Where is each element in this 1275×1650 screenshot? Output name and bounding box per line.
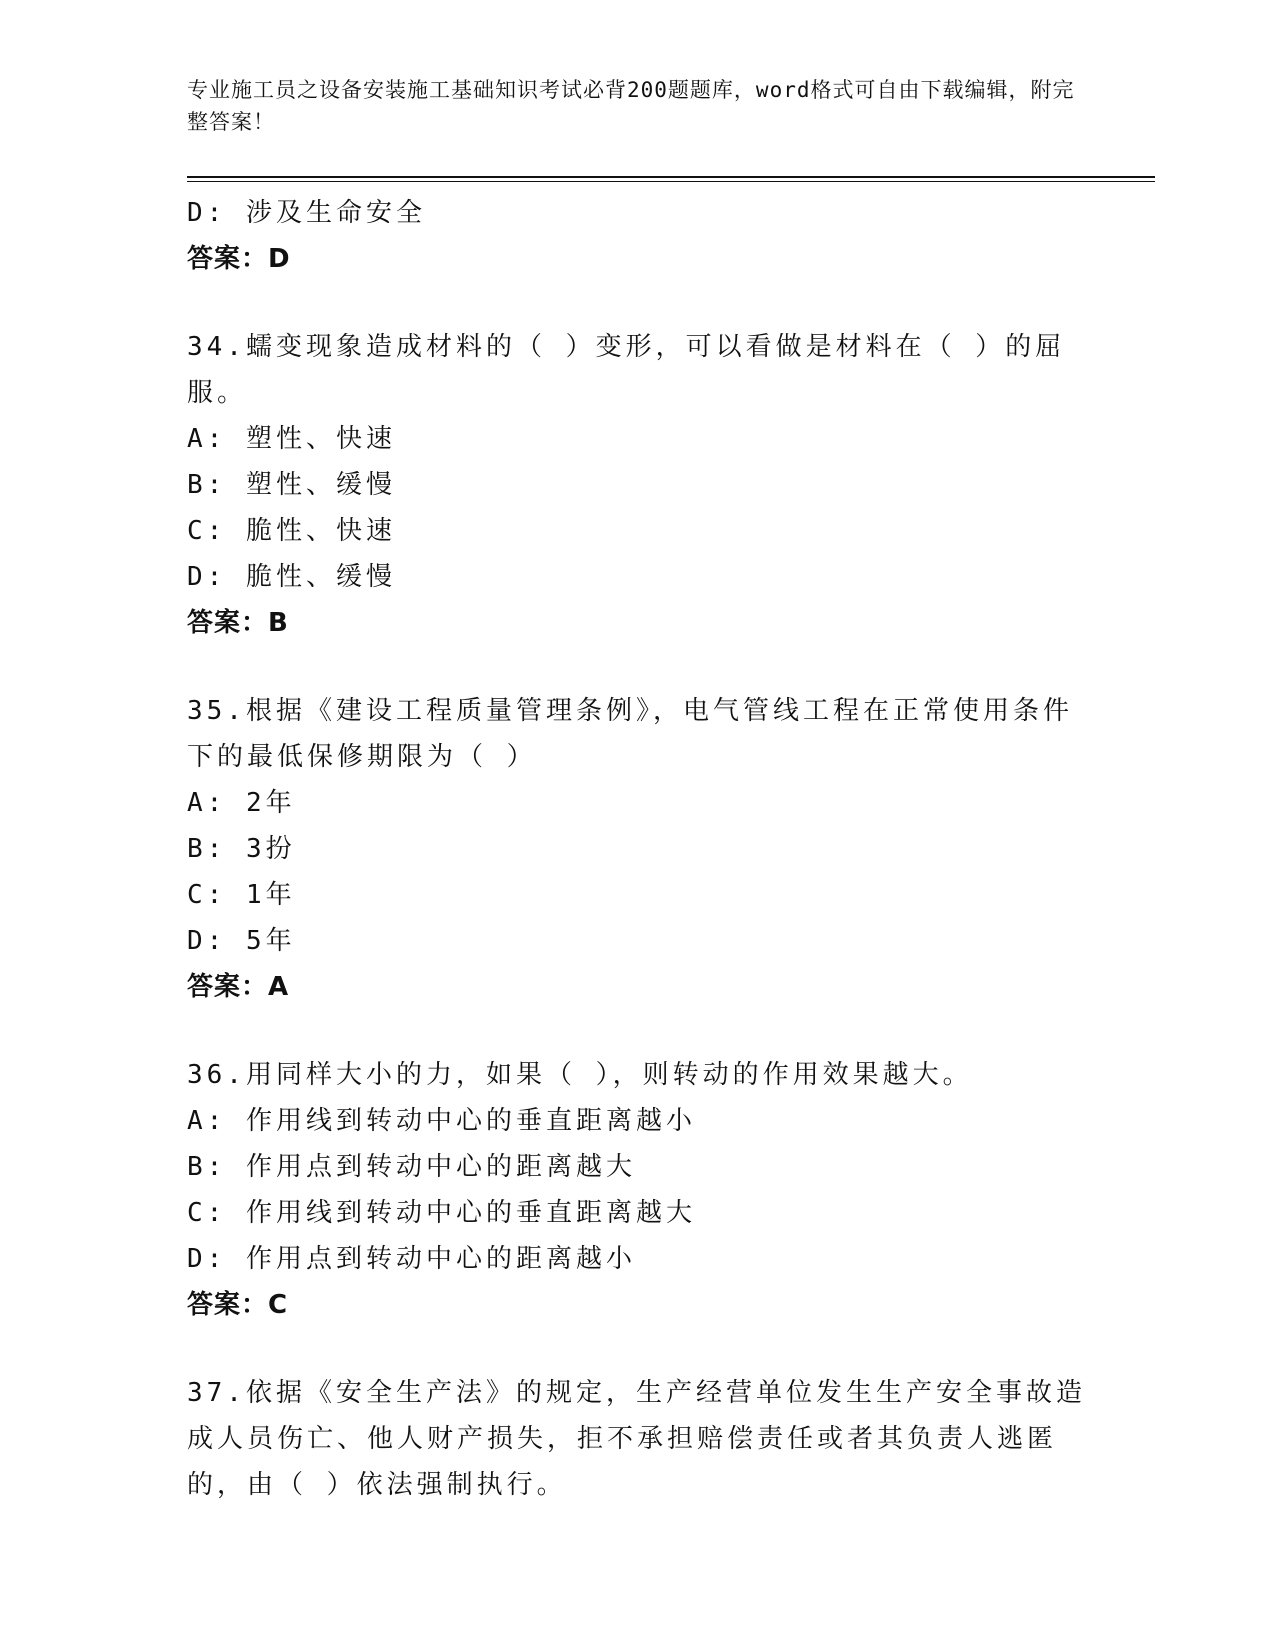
header-rule-thin xyxy=(187,181,1155,182)
option-c: C: 1年 xyxy=(187,880,296,910)
answer: 答案：D xyxy=(187,244,291,274)
previous-question-tail xyxy=(187,190,1087,282)
option-a: A: 2年 xyxy=(187,788,296,818)
question-text: 35.根据《建设工程质量管理条例》，电气管线工程在正常使用条件下的最低保修期限为（ ） xyxy=(187,696,1073,772)
option-b: B: 3扮 xyxy=(187,834,296,864)
question-text: 37.依据《安全生产法》的规定，生产经营单位发生生产安全事故造成人员伤亡、他人财产损失，拒不承担赔偿责任或者其负责人逃匿的，由（ ）依法强制执行。 xyxy=(187,1378,1086,1500)
option-d: D: 作用点到转动中心的距离越小 xyxy=(187,1244,636,1274)
option-a: A: 作用线到转动中心的垂直距离越小 xyxy=(187,1106,696,1136)
option-d: D: 5年 xyxy=(187,926,296,956)
question-36 xyxy=(187,1052,1087,1328)
document-content xyxy=(187,190,1087,1508)
question-37 xyxy=(187,1370,1087,1508)
option-b: B: 塑性、缓慢 xyxy=(187,470,396,500)
header-rule-thick xyxy=(187,176,1155,178)
document-header: 专业施工员之设备安装施工基础知识考试必背200题题库，word格式可自由下载编辑，附完整答案！ xyxy=(187,78,1075,134)
question-35 xyxy=(187,688,1087,1010)
question-text: 36.用同样大小的力，如果（ ），则转动的作用效果越大。 xyxy=(187,1060,973,1090)
option-c: C: 脆性、快速 xyxy=(187,516,396,546)
answer: 答案：B xyxy=(187,608,289,638)
option-d: D: 脆性、缓慢 xyxy=(187,562,396,592)
answer: 答案：A xyxy=(187,972,290,1002)
question-text: 34.蠕变现象造成材料的（ ）变形，可以看做是材料在（ ）的屈服。 xyxy=(187,332,1066,408)
option-b: B: 作用点到转动中心的距离越大 xyxy=(187,1152,636,1182)
option-a: A: 塑性、快速 xyxy=(187,424,396,454)
option-c: C: 作用线到转动中心的垂直距离越大 xyxy=(187,1198,696,1228)
option-d: D: 涉及生命安全 xyxy=(187,198,426,228)
answer: 答案：C xyxy=(187,1290,289,1320)
question-34 xyxy=(187,324,1087,646)
